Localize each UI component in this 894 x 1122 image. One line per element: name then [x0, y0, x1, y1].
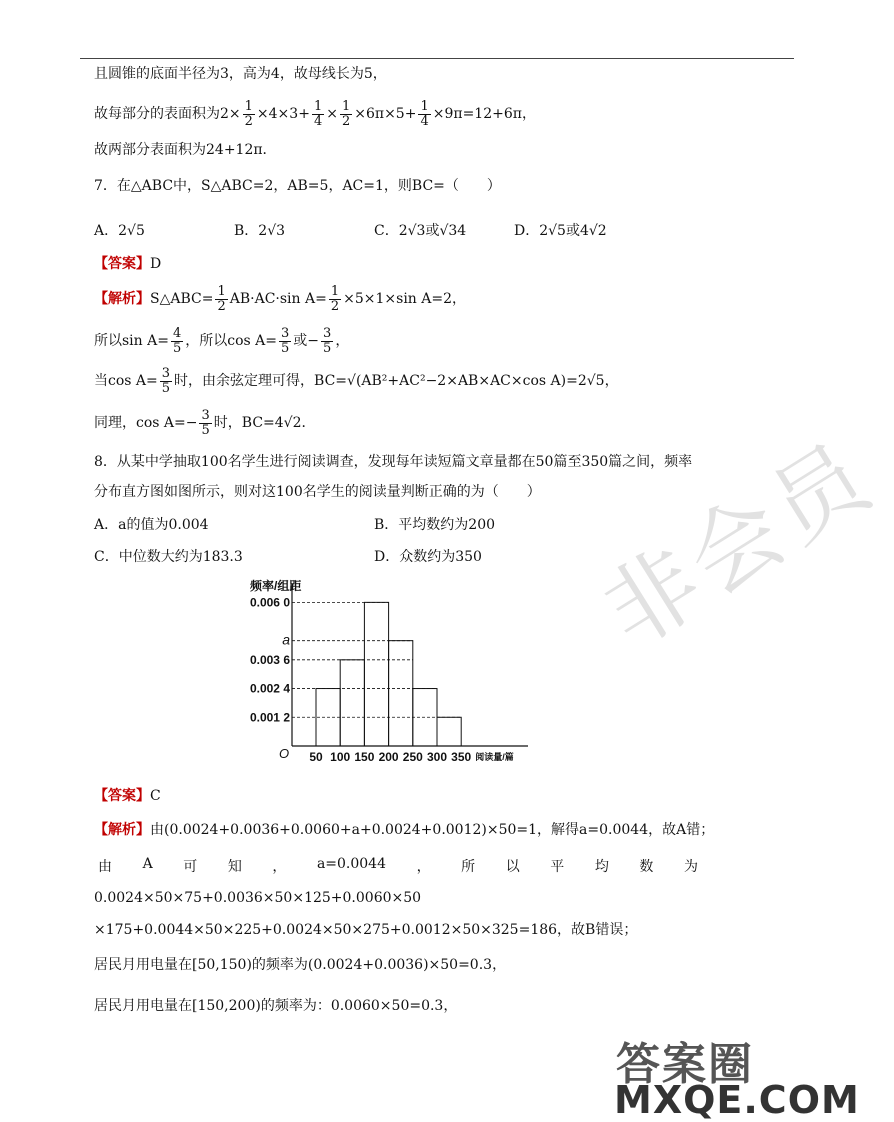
q7-option-b: B．2√3: [234, 223, 286, 239]
q8-analysis-5: 居民月用电量在[50,150)的频率为(0.0024+0.0036)×50=0.3，: [94, 957, 507, 973]
answer-label: 【答案】: [94, 788, 150, 804]
origin-label: O: [279, 746, 290, 761]
q8-analysis-4: ×175+0.0044×50×225+0.0024×50×275+0.0012×50×325=186，故B错误；: [94, 922, 638, 938]
y-tick-label: 0.006 0: [249, 595, 290, 610]
answer-label: 【答案】: [94, 256, 150, 272]
q8-option-a: A．a的值为0.004: [94, 517, 209, 533]
analysis-label: 【解析】: [94, 822, 150, 838]
header-rule: [80, 58, 794, 59]
fraction: $\frac{1}{2}$: [244, 98, 253, 129]
y-tick-label: 0.003 6: [249, 652, 290, 667]
fraction: $\frac{1}{2}$: [341, 98, 351, 129]
analysis-label: 【解析】: [94, 291, 150, 307]
q8-answer: 【答案】C: [94, 788, 161, 804]
question-8-line-2: 分布直方图如图所示，则对这100名学生的阅读量判断正确的为（ ）: [94, 484, 541, 500]
q7-option-c: C．2√3或√34: [374, 223, 467, 239]
x-tick-label: 200: [378, 750, 399, 764]
q7-analysis-3: 当cos A= $\frac{3}{5}$ 时，由余弦定理可得，BC=√(AB²+AC²−2×AB×AC×cos A)=2√5，: [94, 365, 619, 396]
q7-answer: 【答案】D: [94, 256, 162, 272]
line-cone-radius: 且圆锥的底面半径为3，高为4，故母线长为5，: [94, 66, 387, 82]
q7-analysis-2: 所以sin A= $\frac{4}{5}$ ，所以cos A= $\frac{3}{5}$ 或− $\frac{3}{5}$ ，: [94, 325, 350, 356]
fraction: $\frac{1}{4}$: [420, 98, 429, 129]
q7-option-d: D．2√5或4√2: [514, 223, 607, 239]
frequency-histogram: [238, 578, 538, 778]
y-tick-label: 0.001 2: [249, 710, 290, 725]
y-axis-label: 频率/组距: [250, 579, 302, 593]
x-tick-label: 250: [402, 750, 423, 764]
question-7: 7．在△ABC中，S△ABC=2，AB=5，AC=1，则BC=（ ）: [94, 178, 501, 194]
x-tick-label: 100: [330, 750, 351, 764]
q8-analysis-6: 居民月用电量在[150,200)的频率为：0.0060×50=0.3，: [94, 998, 458, 1014]
fraction: $\frac{1}{2}$: [330, 283, 340, 314]
q7-option-a: A．2√5: [94, 223, 145, 239]
fraction: $\frac{3}{5}$: [161, 365, 171, 396]
question-8-line-1: 8．从某中学抽取100名学生进行阅读调查，发现每年读短篇文章量都在50篇至350篇之间，频率: [94, 454, 693, 470]
fraction: $\frac{1}{4}$: [313, 98, 323, 129]
x-tick-label: 300: [426, 750, 448, 764]
y-tick-label: a: [282, 631, 290, 648]
q8-analysis-3: 0.0024×50×75+0.0036×50×125+0.0060×50: [94, 890, 422, 906]
histogram-bar: [364, 602, 388, 746]
q8-option-c: C．中位数大约为183.3: [94, 549, 243, 565]
line-total-area: 故两部分表面积为24+12π．: [94, 142, 277, 158]
histogram-bar: [389, 641, 413, 746]
watermark-text: 非会员: [585, 421, 892, 668]
fraction: $\frac{1}{2}$: [217, 283, 226, 314]
histogram-bar: [437, 717, 461, 746]
x-tick-label: 150: [354, 750, 375, 764]
q7-analysis-4: 同理，cos A=− $\frac{3}{5}$ 时，BC=4√2．: [94, 407, 316, 438]
q8-analysis-1: 【解析】由(0.0024+0.0036+0.0060+a+0.0024+0.0012)×50=1，解得a=0.0044，故A错；: [94, 822, 715, 838]
y-tick-label: 0.002 4: [249, 681, 290, 696]
fraction: $\frac{3}{5}$: [201, 407, 210, 438]
watermark-logo: 答案圈 MXQE.COM: [614, 1039, 860, 1122]
line-surface-area: 故每部分的表面积为2× $\frac{1}{2}$ ×4×3+ $\frac{1}{4}$ × $\frac{1}{2}$ ×6π×5+ $\frac{1}{4}$ ×9π=12+6π，: [94, 98, 536, 129]
q7-analysis-1: 【解析】S△ABC= $\frac{1}{2}$ AB·AC·sin A= $\frac{1}{2}$ ×5×1×sin A=2，: [94, 283, 467, 314]
fraction: $\frac{4}{5}$: [172, 325, 182, 356]
fraction: $\frac{3}{5}$: [281, 325, 290, 356]
fraction: $\frac{3}{5}$: [323, 325, 332, 356]
x-tick-label: 50: [309, 750, 323, 764]
histogram-bar: [340, 660, 364, 746]
q8-option-b: B．平均数约为200: [374, 517, 496, 533]
q8-analysis-2: 由 A 可 知 ， a=0.0044 ， 所 以 平 均 数 为: [98, 856, 698, 875]
x-tick-label: 350: [451, 750, 472, 764]
q8-option-d: D．众数约为350: [374, 549, 482, 565]
x-axis-label: 阅读量/篇: [475, 752, 514, 762]
